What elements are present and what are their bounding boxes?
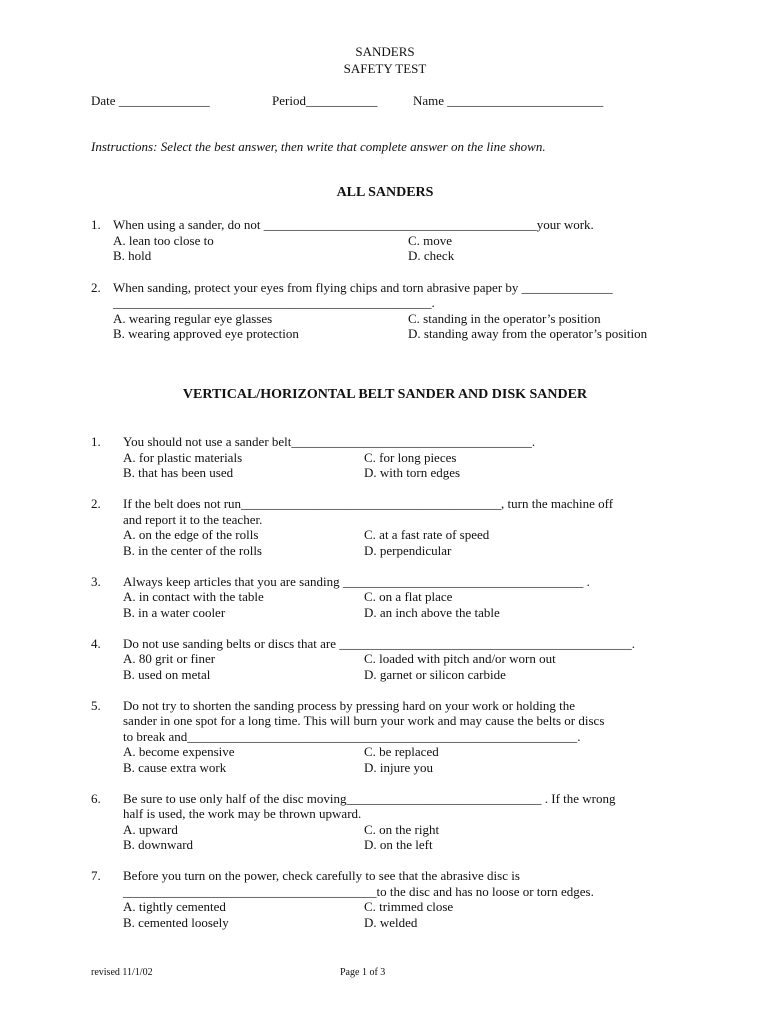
question-stem: If the belt does not run________________________________________, turn the machine off	[123, 496, 614, 511]
question-stem: When using a sander, do not __________________________________________your work.	[113, 217, 594, 232]
title-line-2: SAFETY TEST	[343, 61, 427, 76]
option-b: B. in a water cooler	[123, 605, 226, 620]
question-number: 6.	[91, 791, 101, 806]
question-number: 3.	[91, 574, 101, 589]
question-stem: Always keep articles that you are sanding _____________________________________ .	[123, 574, 590, 589]
option-b: B. downward	[123, 837, 194, 852]
option-c: C. be replaced	[364, 744, 439, 759]
option-c: C. at a fast rate of speed	[364, 527, 490, 542]
question-stem-cont: sander in one spot for a long time. This will burn your work and may cause the belts or discs	[123, 713, 605, 728]
option-c: C. for long pieces	[364, 450, 457, 465]
section-title-all-sanders: ALL SANDERS	[336, 185, 434, 200]
question-stem: Be sure to use only half of the disc moving______________________________ . If the wrong	[123, 791, 616, 806]
option-a: A. tightly cemented	[123, 899, 226, 914]
question-number: 1.	[91, 217, 101, 232]
option-d: D. perpendicular	[364, 543, 452, 558]
option-c: C. on the right	[364, 822, 440, 837]
option-b: B. in the center of the rolls	[123, 543, 262, 558]
option-d: D. an inch above the table	[364, 605, 500, 620]
instructions: Instructions: Select the best answer, then write that complete answer on the line shown.	[91, 139, 546, 154]
question-stem-cont: and report it to the teacher.	[123, 512, 263, 527]
option-b: B. wearing approved eye protection	[113, 326, 299, 341]
option-d: D. on the left	[364, 837, 433, 852]
option-b: B. hold	[113, 248, 152, 263]
question-stem-cont: half is used, the work may be thrown upward.	[123, 806, 362, 821]
option-d: D. with torn edges	[364, 465, 461, 480]
option-a: A. become expensive	[123, 744, 235, 759]
question-stem-cont: _________________________________________________.	[113, 295, 435, 310]
name-field[interactable]: Name ________________________	[413, 93, 604, 108]
option-c: C. standing in the operator’s position	[408, 311, 601, 326]
question-stem-cont: _______________________________________to the disc and has no loose or torn edges.	[123, 884, 594, 899]
option-d: D. garnet or silicon carbide	[364, 667, 506, 682]
revision-date: revised 11/1/02	[91, 967, 153, 978]
option-a: A. on the edge of the rolls	[123, 527, 259, 542]
question-number: 1.	[91, 434, 101, 449]
question-stem: Do not use sanding belts or discs that are _____________________________________________.	[123, 636, 636, 651]
option-c: C. move	[408, 233, 453, 248]
option-a: A. in contact with the table	[123, 589, 264, 604]
option-b: B. cause extra work	[123, 760, 227, 775]
question-number: 7.	[91, 868, 101, 883]
question-number: 5.	[91, 698, 101, 713]
question-stem: Before you turn on the power, check carefully to see that the abrasive disc is	[123, 868, 520, 883]
page-number: Page 1 of 3	[340, 967, 386, 978]
option-a: A. 80 grit or finer	[123, 651, 216, 666]
option-a: A. for plastic materials	[123, 450, 243, 465]
question-stem-cont: to break and____________________________________________________________.	[123, 729, 581, 744]
question-stem: When sanding, protect your eyes from flying chips and torn abrasive paper by ______________	[113, 280, 613, 295]
option-b: B. that has been used	[123, 465, 234, 480]
option-b: B. cemented loosely	[123, 915, 229, 930]
option-d: D. standing away from the operator’s position	[408, 326, 648, 341]
question-stem: Do not try to shorten the sanding process by pressing hard on your work or holding the	[123, 698, 576, 713]
question-number: 4.	[91, 636, 101, 651]
option-c: C. loaded with pitch and/or worn out	[364, 651, 556, 666]
section-title-belt-disk-sander: VERTICAL/HORIZONTAL BELT SANDER AND DISK SANDER	[182, 387, 588, 402]
option-d: D. check	[408, 248, 455, 263]
question-number: 2.	[91, 280, 101, 295]
option-d: D. injure you	[364, 760, 433, 775]
period-field[interactable]: Period___________	[272, 93, 378, 108]
option-a: A. lean too close to	[113, 233, 214, 248]
option-b: B. used on metal	[123, 667, 211, 682]
question-stem: You should not use a sander belt_____________________________________.	[123, 434, 536, 449]
title-line-1: SANDERS	[355, 44, 415, 59]
question-number: 2.	[91, 496, 101, 511]
date-field[interactable]: Date ______________	[91, 93, 210, 108]
option-a: A. upward	[123, 822, 178, 837]
option-c: C. trimmed close	[364, 899, 454, 914]
option-d: D. welded	[364, 915, 418, 930]
option-a: A. wearing regular eye glasses	[113, 311, 273, 326]
option-c: C. on a flat place	[364, 589, 453, 604]
